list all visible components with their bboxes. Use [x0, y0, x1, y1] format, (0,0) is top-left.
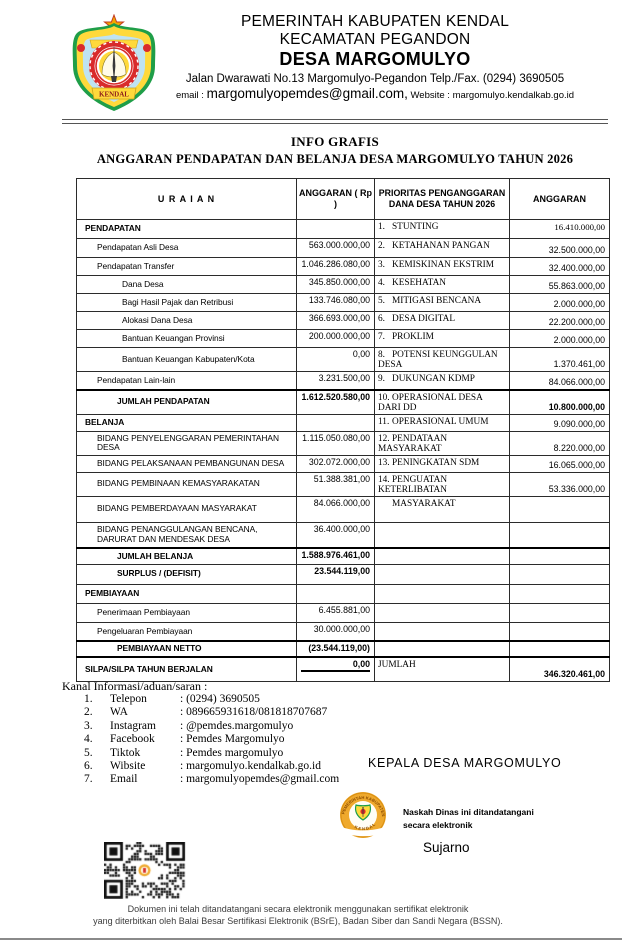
- table-row: [77, 431, 610, 455]
- prioritas-cell: [375, 584, 510, 603]
- kanal-item: [62, 733, 339, 746]
- prioritas-anggaran-cell: 2.000.000,00: [510, 330, 610, 348]
- prioritas-number: 4.: [378, 278, 385, 288]
- anggaran-cell: 6.455.881,00: [297, 603, 375, 622]
- uraian-cell: Penerimaan Pembiayaan: [77, 603, 297, 622]
- anggaran-cell: 366.693.000,00: [297, 312, 375, 330]
- letterhead: [0, 0, 622, 113]
- kanal-item: [62, 747, 339, 760]
- uraian-cell: Pendapatan Transfer: [77, 258, 297, 276]
- anggaran-cell: [297, 584, 375, 603]
- prioritas-number: 2.: [378, 241, 385, 251]
- prioritas-anggaran-cell: 55.863.000,00: [510, 276, 610, 294]
- table-row: [77, 472, 610, 496]
- anggaran-cell: (23.544.119,00): [297, 641, 375, 657]
- anggaran-cell: [297, 220, 375, 239]
- table-row: [77, 584, 610, 603]
- kanal-value: : 089665931618/081818707687: [180, 706, 328, 719]
- prioritas-anggaran-cell: [510, 603, 610, 622]
- signatory-title: KEPALA DESA MARGOMULYO: [368, 756, 562, 770]
- prioritas-label: DUKUNGAN KDMP: [392, 374, 475, 384]
- table-row: [77, 657, 610, 681]
- prioritas-cell: [375, 294, 510, 312]
- budget-table: [76, 178, 610, 682]
- prioritas-number: 7.: [378, 332, 385, 342]
- kanal-label: Facebook: [110, 733, 155, 746]
- kendal-government-seal-icon: [336, 791, 394, 848]
- kanal-number: 6.: [84, 760, 93, 773]
- prioritas-anggaran-cell: [510, 622, 610, 641]
- table-row: [77, 603, 610, 622]
- prioritas-label: PENGUATAN KETERLIBATAN: [378, 474, 448, 495]
- uraian-cell: Bantuan Keuangan Provinsi: [77, 330, 297, 348]
- uraian-cell: PENDAPATAN: [77, 220, 297, 239]
- kanal-number: 5.: [84, 746, 93, 759]
- kanal-item: [62, 693, 339, 706]
- prioritas-number: 9.: [378, 374, 385, 384]
- prioritas-label: DESA DIGITAL: [392, 314, 456, 324]
- prioritas-cell: [375, 220, 510, 239]
- kanal-item: [62, 773, 339, 786]
- header-anggaran-dd: ANGGARAN: [510, 179, 610, 220]
- prioritas-anggaran-cell: 32.400.000,00: [510, 258, 610, 276]
- prioritas-anggaran-cell: 22.200.000,00: [510, 312, 610, 330]
- anggaran-cell: 23.544.119,00: [297, 564, 375, 584]
- kanal-item: [62, 720, 339, 733]
- header-uraian: U R A I A N: [77, 179, 297, 220]
- kanal-title: Kanal Informasi/aduan/saran :: [62, 679, 208, 693]
- contact-line: [150, 86, 600, 101]
- table-row: [77, 390, 610, 415]
- prioritas-number: 6.: [378, 314, 385, 324]
- prioritas-label: MITIGASI BENCANA: [392, 296, 482, 306]
- kanal-number: 4.: [84, 733, 93, 746]
- table-row: [77, 294, 610, 312]
- seal-arc-bottom-text: K E N D A L: [353, 821, 377, 832]
- anggaran-cell: 1.115.050.080,00: [297, 431, 375, 455]
- anggaran-cell: 133.746.080,00: [297, 294, 375, 312]
- prioritas-cell: [375, 496, 510, 522]
- prioritas-anggaran-cell: 2.000.000,00: [510, 294, 610, 312]
- kanal-value: : margomulyo.kendalkab.go.id: [180, 760, 321, 773]
- disclaimer-line-2: yang diterbitkan oleh Balai Besar Sertifikasi Elektronik (BSrE), Badan Siber dan Sandi Negara (BSSN).: [93, 915, 503, 926]
- anggaran-cell: 1.612.520.580,00: [297, 390, 375, 415]
- anggaran-cell: 345.850.000,00: [297, 276, 375, 294]
- prioritas-cell: [375, 330, 510, 348]
- prioritas-cell: [375, 472, 510, 496]
- kanal-value: : (0294) 3690505: [180, 693, 260, 705]
- prioritas-cell: [375, 239, 510, 258]
- kanal-label: Email: [110, 773, 138, 786]
- electronic-signature-note: [403, 806, 534, 832]
- prioritas-cell: [375, 564, 510, 584]
- table-row: [77, 276, 610, 294]
- table-row: [77, 455, 610, 472]
- prioritas-anggaran-cell: 84.066.000,00: [510, 372, 610, 390]
- prioritas-number: 1.: [378, 222, 385, 232]
- uraian-cell: SURPLUS / (DEFISIT): [77, 564, 297, 584]
- anggaran-cell: 84.066.000,00: [297, 496, 375, 522]
- kanal-item: [62, 706, 339, 719]
- note-line-1: Naskah Dinas ini ditandatangani: [403, 807, 534, 817]
- kanal-label: Tiktok: [110, 746, 141, 759]
- uraian-cell: Dana Desa: [77, 276, 297, 294]
- prioritas-anggaran-cell: 1.370.461,00: [510, 348, 610, 372]
- email-value: margomulyopemdes@gmail.com,: [206, 86, 408, 101]
- uraian-cell: BIDANG PENYELENGGARAN PEMERINTAHAN DESA: [77, 431, 297, 455]
- table-row: [77, 348, 610, 372]
- table-row: [77, 548, 610, 564]
- email-label: email :: [175, 90, 207, 101]
- underlined-value: 0,00: [301, 659, 370, 672]
- kanal-label: WA: [110, 706, 128, 719]
- table-row: [77, 220, 610, 239]
- uraian-cell: Pengeluaran Pembiayaan: [77, 622, 297, 641]
- prioritas-anggaran-cell: [510, 522, 610, 548]
- prioritas-cell: [375, 641, 510, 657]
- anggaran-cell: 1.588.976.461,00: [297, 548, 375, 564]
- table-row: [77, 522, 610, 548]
- anggaran-cell: 0,00: [297, 348, 375, 372]
- prioritas-label: PROKLIM: [392, 332, 434, 342]
- kanal-value: : Pemdes Margomulyo: [180, 733, 285, 746]
- uraian-cell: BELANJA: [77, 414, 297, 431]
- anggaran-cell: 302.072.000,00: [297, 455, 375, 472]
- anggaran-cell: 200.000.000,00: [297, 330, 375, 348]
- anggaran-cell: 36.400.000,00: [297, 522, 375, 548]
- prioritas-anggaran-cell: [510, 564, 610, 584]
- prioritas-cell: [375, 372, 510, 390]
- prioritas-cell: [375, 348, 510, 372]
- uraian-cell: JUMLAH BELANJA: [77, 548, 297, 564]
- prioritas-label: KESEHATAN: [392, 278, 447, 288]
- table-row: [77, 258, 610, 276]
- page-bottom-divider: [0, 938, 622, 940]
- title-line-1: INFO GRAFIS: [290, 134, 380, 149]
- uraian-cell: BIDANG PENANGGULANGAN BENCANA, DARURAT DAN MENDESAK DESA: [77, 522, 297, 548]
- prioritas-number: 5.: [378, 296, 385, 306]
- kendal-regency-emblem-icon: [64, 14, 164, 117]
- kanal-number: 2.: [84, 706, 93, 719]
- anggaran-cell: 563.000.000,00: [297, 239, 375, 258]
- district-name: KECAMATAN PEGANDON: [279, 31, 471, 48]
- address-line: Jalan Dwarawati No.13 Margomulyo-Pegandon Telp./Fax. (0294) 3690505: [185, 73, 565, 85]
- prioritas-cell: [375, 455, 510, 472]
- document-title: [62, 134, 608, 167]
- prioritas-anggaran-cell: 9.090.000,00: [510, 414, 610, 431]
- website-value: margomulyo.kendalkab.go.id: [452, 90, 575, 101]
- anggaran-cell: [297, 414, 375, 431]
- anggaran-cell: 30.000.000,00: [297, 622, 375, 641]
- prioritas-number: 12.: [378, 433, 390, 444]
- prioritas-anggaran-cell: 16.065.000,00: [510, 455, 610, 472]
- header-prioritas: PRIORITAS PENGANGGARAN DANA DESA TAHUN 2026: [375, 179, 510, 220]
- prioritas-label: KETAHANAN PANGAN: [392, 241, 490, 251]
- prioritas-cell: [375, 431, 510, 455]
- prioritas-number: 13.: [378, 457, 390, 468]
- budget-table-body: [77, 220, 610, 682]
- prioritas-label: OPERASIONAL DESA DARI DD: [378, 392, 483, 413]
- letterhead-text: [150, 13, 600, 101]
- prioritas-label: PENINGKATAN SDM: [392, 457, 480, 468]
- table-row: [77, 312, 610, 330]
- uraian-cell: Bantuan Keuangan Kabupaten/Kota: [77, 348, 297, 372]
- table-row: [77, 414, 610, 431]
- prioritas-label: OPERASIONAL UMUM: [392, 416, 489, 427]
- kanal-number: 7.: [84, 773, 93, 786]
- prioritas-anggaran-cell: 53.336.000,00: [510, 472, 610, 496]
- uraian-cell: BIDANG PEMBERDAYAAN MASYARAKAT: [77, 496, 297, 522]
- kanal-value: : @pemdes.margomulyo: [180, 719, 294, 732]
- kanal-number: 3.: [84, 719, 93, 732]
- prioritas-number: 3.: [378, 260, 385, 270]
- signatory-name: Sujarno: [423, 840, 470, 855]
- prioritas-anggaran-cell: 346.320.461,00: [510, 657, 610, 681]
- table-row: [77, 622, 610, 641]
- prioritas-label: POTENSI KEUNGGULAN DESA: [378, 350, 498, 370]
- prioritas-number: 8.: [378, 350, 385, 360]
- kanal-label: Instagram: [110, 719, 156, 732]
- prioritas-cell: [375, 657, 510, 681]
- prioritas-anggaran-cell: [510, 548, 610, 564]
- prioritas-cell: [375, 603, 510, 622]
- kanal-label: Wibsite: [110, 760, 146, 773]
- government-name: PEMERINTAH KABUPATEN KENDAL: [240, 13, 510, 30]
- kanal-value: : margomulyopemdes@gmail.com: [180, 773, 340, 786]
- table-row: [77, 496, 610, 522]
- village-name: DESA MARGOMULYO: [279, 49, 471, 69]
- prioritas-cell: [375, 258, 510, 276]
- prioritas-anggaran-cell: [510, 641, 610, 657]
- kanal-number: 1.: [84, 693, 93, 705]
- anggaran-cell: 51.388.381,00: [297, 472, 375, 496]
- table-row: [77, 330, 610, 348]
- prioritas-anggaran-cell: 32.500.000,00: [510, 239, 610, 258]
- anggaran-cell: [297, 657, 375, 681]
- table-header-row: [77, 179, 610, 220]
- anggaran-cell: 3.231.500,00: [297, 372, 375, 390]
- seal-arc-top-text: PEMERINTAH KABUPATEN: [340, 794, 386, 817]
- table-row: [77, 372, 610, 390]
- prioritas-number: 10.: [378, 392, 390, 403]
- kanal-item: [62, 760, 339, 773]
- uraian-cell: SILPA/SILPA TAHUN BERJALAN: [77, 657, 297, 681]
- prioritas-label: MASYARAKAT: [392, 498, 456, 509]
- footer-disclaimer: [38, 904, 558, 927]
- prioritas-cell: [375, 548, 510, 564]
- prioritas-anggaran-cell: 16.410.000,00: [510, 220, 610, 239]
- uraian-cell: BIDANG PELAKSANAAN PEMBANGUNAN DESA: [77, 455, 297, 472]
- website-label: Website :: [407, 90, 453, 101]
- information-channels: [62, 679, 339, 787]
- uraian-cell: JUMLAH PENDAPATAN: [77, 390, 297, 415]
- table-row: [77, 641, 610, 657]
- logo-banner-text: KENDAL: [99, 90, 129, 99]
- uraian-cell: BIDANG PEMBINAAN KEMASYARAKATAN: [77, 472, 297, 496]
- letterhead-divider: [62, 119, 608, 124]
- uraian-cell: PEMBIAYAAN NETTO: [77, 641, 297, 657]
- prioritas-cell: [375, 414, 510, 431]
- prioritas-cell: [375, 522, 510, 548]
- anggaran-cell: 1.046.286.080,00: [297, 258, 375, 276]
- prioritas-label: JUMLAH: [378, 660, 416, 670]
- kanal-label: Telepon: [110, 693, 147, 705]
- prioritas-cell: [375, 312, 510, 330]
- prioritas-cell: [375, 622, 510, 641]
- title-line-2: ANGGARAN PENDAPATAN DAN BELANJA DESA MARGOMULYO TAHUN 2026: [96, 152, 574, 166]
- prioritas-label: STUNTING: [392, 222, 439, 232]
- uraian-cell: PEMBIAYAAN: [77, 584, 297, 603]
- disclaimer-line-1: Dokumen ini telah ditandatangani secara elektronik menggunakan sertifikat elektronik: [127, 904, 469, 914]
- uraian-cell: Pendapatan Lain-lain: [77, 372, 297, 390]
- prioritas-label: KEMISKINAN EKSTRIM: [392, 260, 495, 270]
- kanal-list: [62, 693, 339, 787]
- prioritas-label: PENDATAAN MASYARAKAT: [378, 433, 448, 454]
- prioritas-anggaran-cell: 10.800.000,00: [510, 390, 610, 415]
- uraian-cell: Pendapatan Asli Desa: [77, 239, 297, 258]
- prioritas-number: 14.: [378, 474, 390, 485]
- header-anggaran: ANGGARAN ( Rp ): [297, 179, 375, 220]
- prioritas-anggaran-cell: [510, 584, 610, 603]
- table-row: [77, 239, 610, 258]
- prioritas-anggaran-cell: [510, 496, 610, 522]
- uraian-cell: Bagi Hasil Pajak dan Retribusi: [77, 294, 297, 312]
- prioritas-cell: [375, 276, 510, 294]
- prioritas-anggaran-cell: 8.220.000,00: [510, 431, 610, 455]
- prioritas-number: 11.: [378, 416, 390, 427]
- prioritas-cell: [375, 390, 510, 415]
- note-line-2: secara elektronik: [403, 820, 473, 830]
- signature-qr-code: [104, 842, 186, 899]
- uraian-cell: Alokasi Dana Desa: [77, 312, 297, 330]
- table-row: [77, 564, 610, 584]
- kanal-value: : Pemdes margomulyo: [180, 746, 284, 759]
